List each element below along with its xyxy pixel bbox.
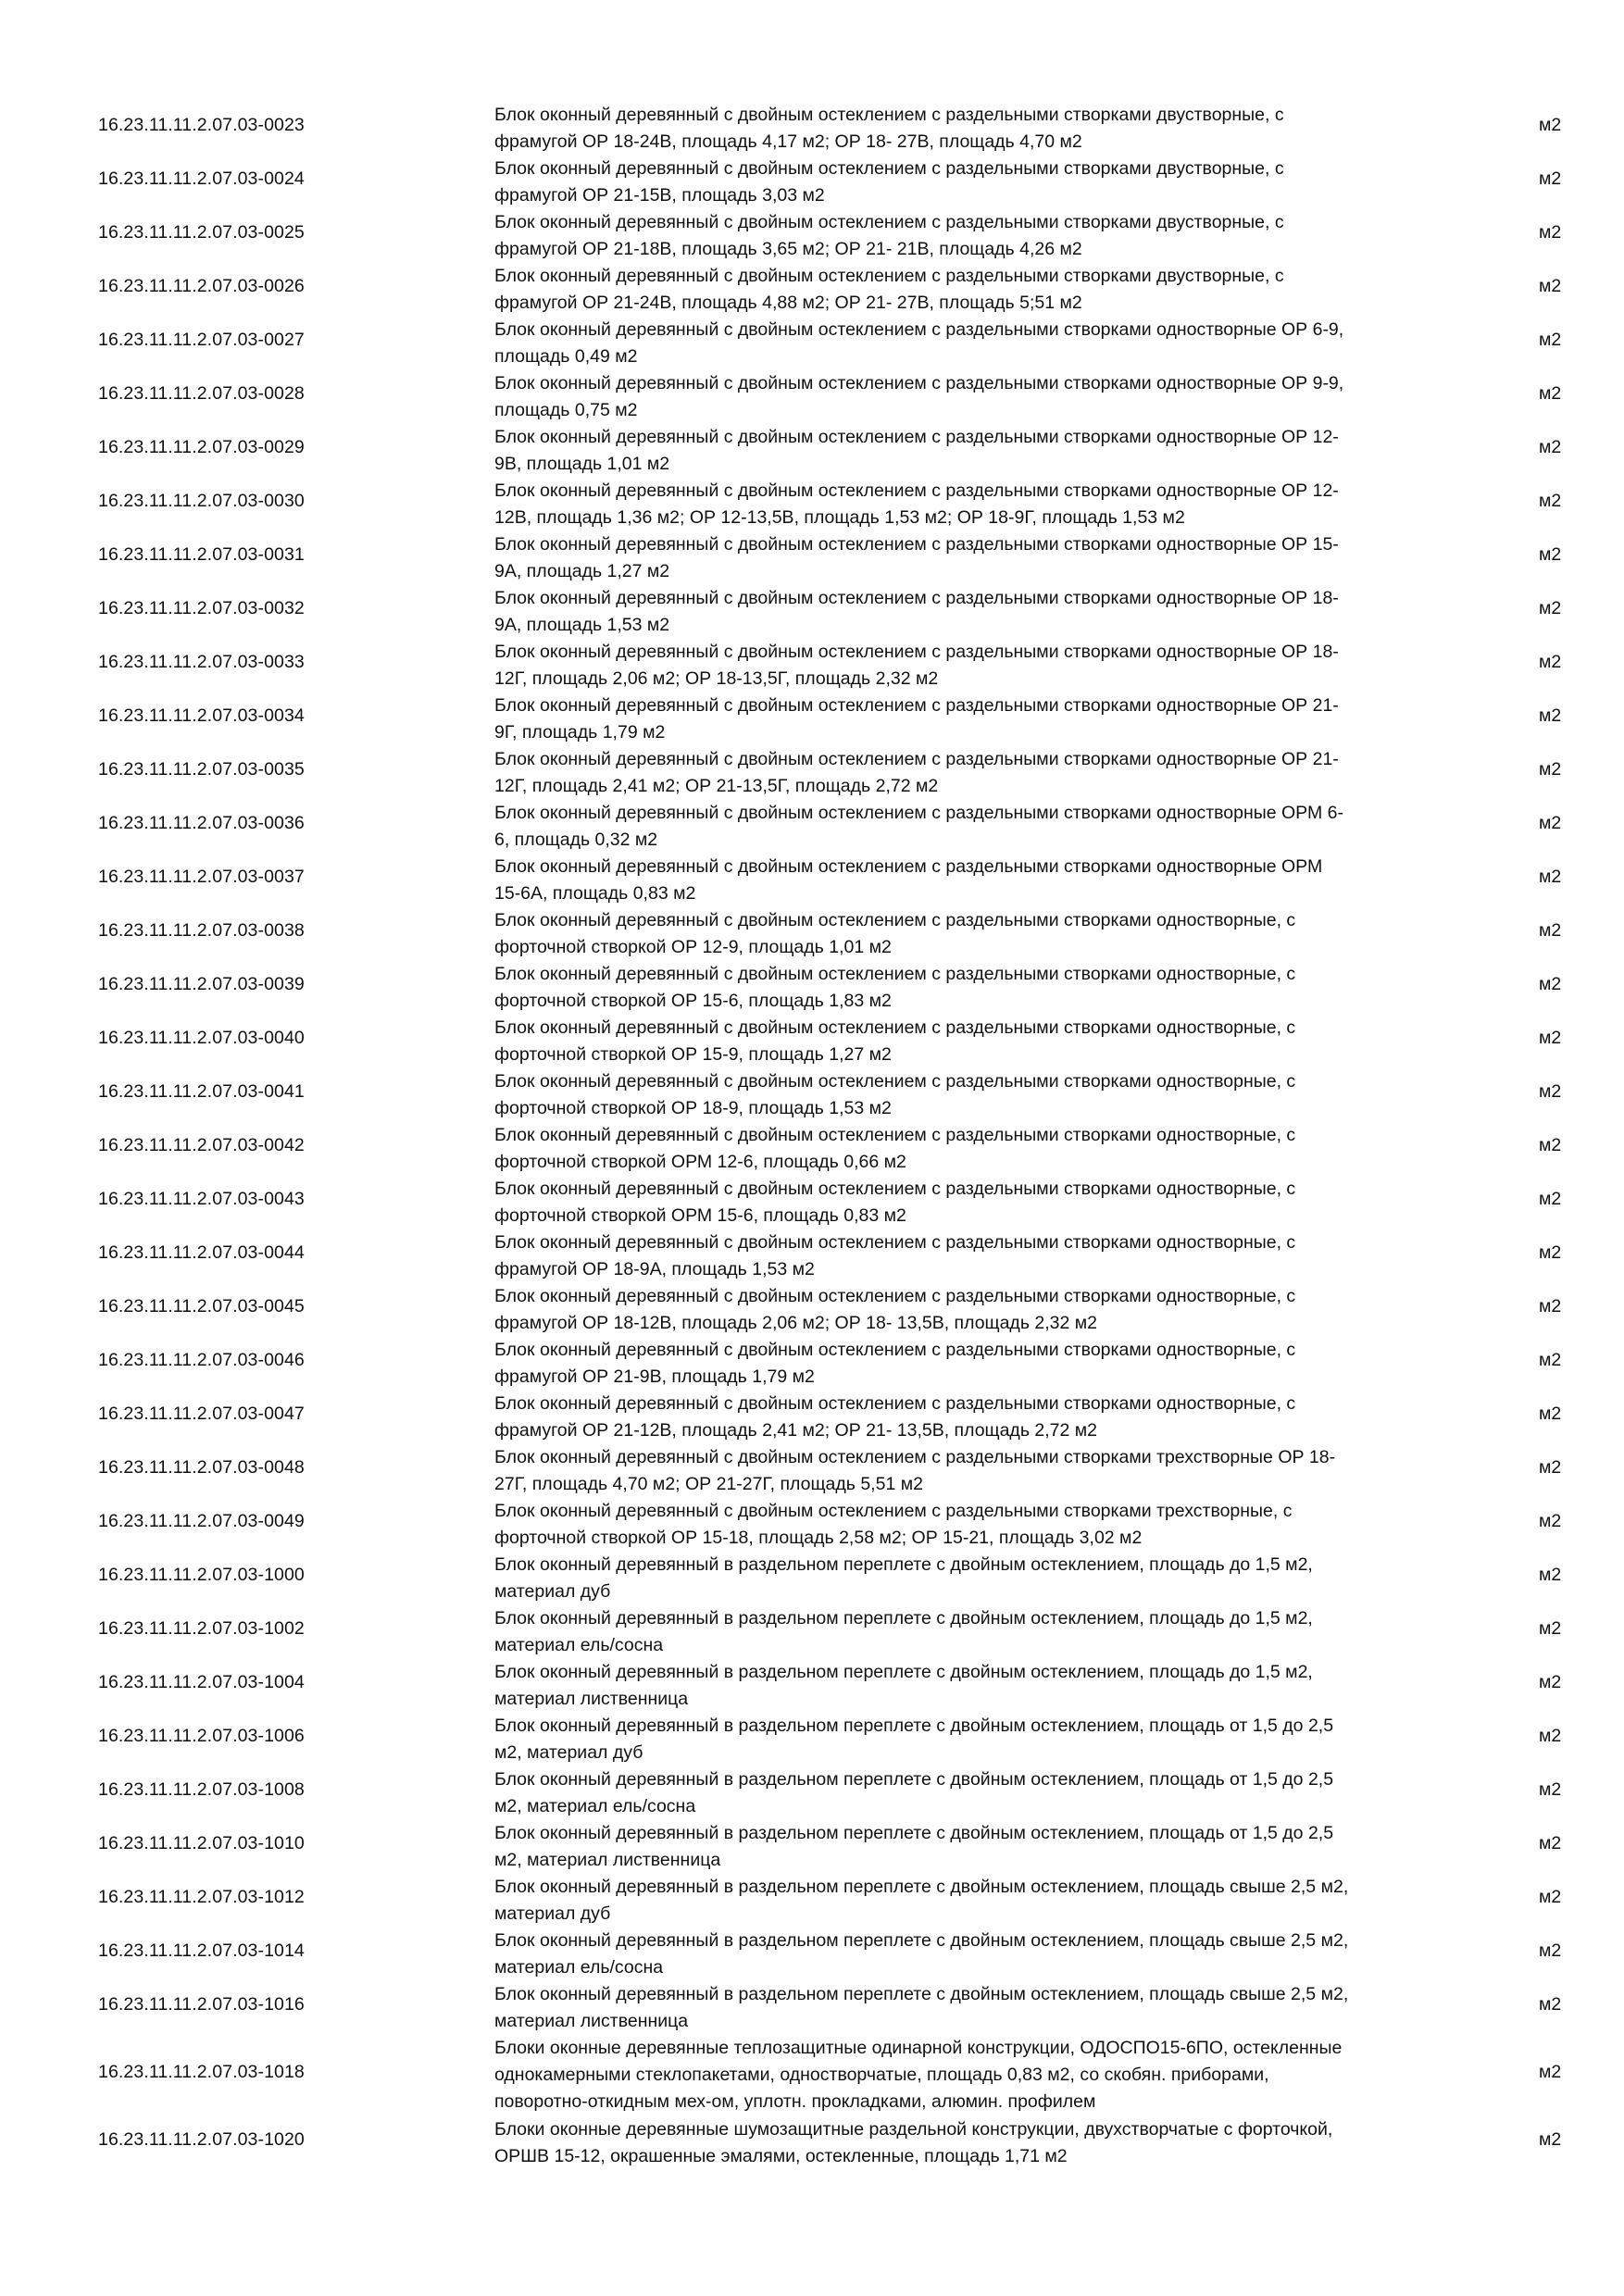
row-unit: м2	[1539, 543, 1562, 565]
row-description	[494, 1015, 1471, 1068]
description-line: Блок оконный деревянный с двойным остеклением с раздельными створками одностворные ОР 15-	[494, 534, 1339, 555]
row-description	[494, 1337, 1471, 1391]
row-unit: м2	[1539, 382, 1562, 404]
row-unit: м2	[1539, 1832, 1562, 1853]
description-line: Блок оконный деревянный с двойным остеклением с раздельными створками одностворные, с	[494, 1017, 1296, 1038]
row-code: 16.23.11.11.2.07.03-0024	[98, 168, 305, 189]
row-unit: м2	[1539, 436, 1562, 457]
description-line: Блок оконный деревянный в раздельном переплете с двойным остеклением, площадь свыше 2,5 м2,	[494, 1984, 1349, 2004]
description-line: поворотно-откидным мех-ом, уплотн. прокладками, алюмин. профилем	[494, 2091, 1096, 2112]
row-unit: м2	[1539, 1080, 1562, 1102]
description-line: Блоки оконные деревянные шумозащитные раздельной конструкции, двухстворчатые с форточкой,	[494, 2119, 1333, 2140]
table-row	[0, 313, 1624, 367]
description-line: однокамерными стеклопакетами, одностворчатые, площадь 0,83 м2, со скобян. приборами,	[494, 2065, 1269, 2085]
description-line: форточной створкой ОР 18-9, площадь 1,53 м2	[494, 1098, 892, 1118]
row-unit: м2	[1539, 1403, 1562, 1424]
row-unit: м2	[1539, 1940, 1562, 1961]
row-unit: м2	[1539, 1564, 1562, 1585]
row-code: 16.23.11.11.2.07.03-0031	[98, 543, 305, 565]
row-code: 16.23.11.11.2.07.03-1016	[98, 1993, 305, 2015]
table-row	[0, 2113, 1624, 2166]
description-line: 12Г, площадь 2,06 м2; ОР 18-13,5Г, площадь 2,32 м2	[494, 668, 939, 689]
row-description	[494, 693, 1471, 746]
table-row	[0, 1279, 1624, 1333]
table-row	[0, 1870, 1624, 1924]
description-line: фрамугой ОР 21-9В, площадь 1,79 м2	[494, 1366, 815, 1387]
row-description	[494, 1659, 1471, 1713]
description-line: фрамугой ОР 18-12В, площадь 2,06 м2; ОР 18- 13,5В, площадь 2,32 м2	[494, 1313, 1098, 1333]
row-description	[494, 746, 1471, 800]
row-unit: м2	[1539, 1886, 1562, 1907]
description-line: 9А, площадь 1,53 м2	[494, 615, 670, 635]
row-code: 16.23.11.11.2.07.03-1014	[98, 1940, 305, 1961]
table-row	[0, 1441, 1624, 1494]
description-line: Блок оконный деревянный в раздельном переплете с двойным остеклением, площадь до 1,5 м2,	[494, 1608, 1313, 1628]
row-code: 16.23.11.11.2.07.03-0034	[98, 705, 305, 726]
row-description	[494, 1283, 1471, 1337]
row-unit: м2	[1539, 1134, 1562, 1155]
description-line: форточной створкой ОР 15-9, площадь 1,27 м2	[494, 1044, 892, 1065]
description-line: Блок оконный деревянный с двойным остеклением с раздельными створками одностворные, с	[494, 964, 1296, 984]
row-code: 16.23.11.11.2.07.03-0029	[98, 436, 305, 457]
row-description	[494, 907, 1471, 961]
table-row	[0, 1924, 1624, 1978]
row-unit: м2	[1539, 2061, 1562, 2082]
table-row	[0, 1655, 1624, 1709]
row-code: 16.23.11.11.2.07.03-0023	[98, 114, 305, 135]
description-line: 12Г, площадь 2,41 м2; ОР 21-13,5Г, площадь 2,72 м2	[494, 776, 939, 796]
row-code: 16.23.11.11.2.07.03-0030	[98, 490, 305, 511]
row-code: 16.23.11.11.2.07.03-1018	[98, 2061, 305, 2082]
row-unit: м2	[1539, 114, 1562, 135]
description-line: 12В, площадь 1,36 м2; ОР 12-13,5В, площадь 1,53 м2; ОР 18-9Г, площадь 1,53 м2	[494, 507, 1185, 528]
row-code: 16.23.11.11.2.07.03-1006	[98, 1725, 305, 1746]
description-line: форточной створкой ОР 12-9, площадь 1,01 м2	[494, 937, 892, 957]
description-line: Блоки оконные деревянные теплозащитные одинарной конструкции, ОДОСПО15-6ПО, остекленные	[494, 2038, 1343, 2058]
description-line: Блок оконный деревянный в раздельном переплете с двойным остеклением, площадь свыше 2,5 м2,	[494, 1877, 1349, 1897]
table-row	[0, 152, 1624, 206]
row-description	[494, 1928, 1471, 1981]
row-description	[494, 1391, 1471, 1444]
description-line: Блок оконный деревянный с двойным остеклением с раздельными створками трехстворные ОР 18-	[494, 1447, 1336, 1467]
row-code: 16.23.11.11.2.07.03-0049	[98, 1510, 305, 1531]
description-line: материал ель/сосна	[494, 1635, 664, 1655]
row-code: 16.23.11.11.2.07.03-1010	[98, 1832, 305, 1853]
row-unit: м2	[1539, 1456, 1562, 1478]
row-description	[494, 1874, 1471, 1928]
description-line: 9Г, площадь 1,79 м2	[494, 722, 666, 742]
row-unit: м2	[1539, 1725, 1562, 1746]
description-line: Блок оконный деревянный с двойным остеклением с раздельными створками двустворные, с	[494, 105, 1284, 125]
table-row	[0, 1816, 1624, 1870]
table-row	[0, 635, 1624, 689]
description-line: Блок оконный деревянный с двойным остеклением с раздельными створками одностворные ОР 18-	[494, 642, 1339, 662]
row-unit: м2	[1539, 758, 1562, 780]
description-line: Блок оконный деревянный в раздельном переплете с двойным остеклением, площадь от 1,5 до 2,5	[494, 1769, 1334, 1790]
description-line: Блок оконный деревянный в раздельном переплете с двойным остеклением, площадь до 1,5 м2,	[494, 1554, 1313, 1575]
row-description	[494, 102, 1471, 156]
row-code: 16.23.11.11.2.07.03-0038	[98, 919, 305, 941]
row-description	[494, 1498, 1471, 1552]
row-description	[494, 1176, 1471, 1229]
row-code: 16.23.11.11.2.07.03-0046	[98, 1349, 305, 1370]
description-line: Блок оконный деревянный с двойным остеклением с раздельными створками одностворные ОР 21-	[494, 749, 1339, 769]
table-row	[0, 957, 1624, 1011]
row-unit: м2	[1539, 329, 1562, 350]
table-row	[0, 474, 1624, 528]
row-unit: м2	[1539, 919, 1562, 941]
description-line: материал дуб	[494, 1581, 611, 1602]
row-code: 16.23.11.11.2.07.03-0048	[98, 1456, 305, 1478]
row-description	[494, 1820, 1471, 1874]
description-line: материал ель/сосна	[494, 1957, 664, 1978]
row-code: 16.23.11.11.2.07.03-1002	[98, 1617, 305, 1639]
row-unit: м2	[1539, 221, 1562, 243]
description-line: Блок оконный деревянный с двойным остеклением с раздельными створками одностворные ОР 9-9,	[494, 373, 1344, 393]
row-description	[494, 1766, 1471, 1820]
table-row	[0, 742, 1624, 796]
row-description	[494, 370, 1471, 424]
table-row	[0, 581, 1624, 635]
description-line: материал лиственница	[494, 2011, 689, 2031]
row-description	[494, 1713, 1471, 1766]
row-description	[494, 1229, 1471, 1283]
row-code: 16.23.11.11.2.07.03-0032	[98, 597, 305, 618]
description-line: Блок оконный деревянный с двойным остеклением с раздельными створками двустворные, с	[494, 158, 1284, 179]
description-line: м2, материал лиственница	[494, 1850, 721, 1870]
description-line: материал дуб	[494, 1903, 611, 1924]
description-line: Блок оконный деревянный с двойным остеклением с раздельными створками одностворные ОРМ	[494, 856, 1323, 877]
description-line: Блок оконный деревянный в раздельном переплете с двойным остеклением, площадь до 1,5 м2,	[494, 1662, 1313, 1682]
row-code: 16.23.11.11.2.07.03-0027	[98, 329, 305, 350]
description-line: форточной створкой ОРМ 15-6, площадь 0,83 м2	[494, 1205, 906, 1226]
row-code: 16.23.11.11.2.07.03-0025	[98, 221, 305, 243]
row-unit: м2	[1539, 1671, 1562, 1692]
table-row	[0, 1172, 1624, 1226]
description-line: 6, площадь 0,32 м2	[494, 830, 658, 850]
description-line: Блок оконный деревянный с двойным остеклением с раздельными створками одностворные, с	[494, 910, 1296, 930]
row-unit: м2	[1539, 1617, 1562, 1639]
description-line: Блок оконный деревянный с двойным остеклением с раздельными створками одностворные ОР 12-	[494, 480, 1339, 501]
table-row	[0, 1602, 1624, 1655]
row-code: 16.23.11.11.2.07.03-1008	[98, 1778, 305, 1800]
row-description	[494, 639, 1471, 693]
table-row	[0, 1333, 1624, 1387]
table-row	[0, 1226, 1624, 1279]
row-description	[494, 424, 1471, 478]
row-code: 16.23.11.11.2.07.03-0041	[98, 1080, 305, 1102]
row-description	[494, 1122, 1471, 1176]
description-line: Блок оконный деревянный с двойным остеклением с раздельными створками одностворные ОРМ 6-	[494, 803, 1343, 823]
table-row	[0, 904, 1624, 957]
row-code: 16.23.11.11.2.07.03-0028	[98, 382, 305, 404]
table-row	[0, 1387, 1624, 1441]
row-code: 16.23.11.11.2.07.03-0037	[98, 866, 305, 887]
description-line: Блок оконный деревянный с двойным остеклением с раздельными створками одностворные ОР 6-9,	[494, 319, 1344, 340]
description-line: Блок оконный деревянный в раздельном переплете с двойным остеклением, площадь свыше 2,5 м2,	[494, 1930, 1349, 1951]
table-row	[0, 1065, 1624, 1118]
price-table	[0, 98, 1624, 2166]
row-description	[494, 531, 1471, 585]
description-line: Блок оконный деревянный с двойным остеклением с раздельными створками одностворные, с	[494, 1179, 1296, 1199]
table-row	[0, 796, 1624, 850]
row-description	[494, 2116, 1471, 2170]
description-line: фрамугой ОР 18-9А, площадь 1,53 м2	[494, 1259, 815, 1279]
table-row	[0, 1118, 1624, 1172]
row-unit: м2	[1539, 1510, 1562, 1531]
row-unit: м2	[1539, 597, 1562, 618]
description-line: Блок оконный деревянный с двойным остеклением с раздельными створками одностворные ОР 12-	[494, 427, 1339, 447]
row-description	[494, 1981, 1471, 2035]
row-description	[494, 585, 1471, 639]
row-code: 16.23.11.11.2.07.03-1004	[98, 1671, 305, 1692]
description-line: фрамугой ОР 21-18В, площадь 3,65 м2; ОР 21- 21В, площадь 4,26 м2	[494, 239, 1082, 259]
table-row	[0, 1548, 1624, 1602]
row-unit: м2	[1539, 866, 1562, 887]
row-unit: м2	[1539, 275, 1562, 296]
table-row	[0, 1494, 1624, 1548]
row-code: 16.23.11.11.2.07.03-1012	[98, 1886, 305, 1907]
description-line: материал лиственница	[494, 1689, 689, 1709]
row-unit: м2	[1539, 973, 1562, 994]
row-unit: м2	[1539, 1242, 1562, 1263]
table-row	[0, 689, 1624, 742]
table-row	[0, 2031, 1624, 2113]
row-code: 16.23.11.11.2.07.03-0045	[98, 1295, 305, 1316]
description-line: форточной створкой ОР 15-6, площадь 1,83 м2	[494, 991, 892, 1011]
description-line: Блок оконный деревянный с двойным остеклением с раздельными створками двустворные, с	[494, 212, 1284, 232]
table-row	[0, 367, 1624, 420]
description-line: Блок оконный деревянный с двойным остеклением с раздельными створками одностворные, с	[494, 1232, 1296, 1253]
description-line: 9В, площадь 1,01 м2	[494, 454, 670, 474]
row-code: 16.23.11.11.2.07.03-0033	[98, 651, 305, 672]
description-line: Блок оконный деревянный с двойным остеклением с раздельными створками одностворные ОР 21-	[494, 695, 1339, 716]
row-unit: м2	[1539, 168, 1562, 189]
row-unit: м2	[1539, 490, 1562, 511]
row-unit: м2	[1539, 2128, 1562, 2150]
table-row	[0, 1709, 1624, 1763]
description-line: м2, материал ель/сосна	[494, 1796, 696, 1816]
row-description	[494, 1444, 1471, 1498]
row-unit: м2	[1539, 1778, 1562, 1800]
row-code: 16.23.11.11.2.07.03-0039	[98, 973, 305, 994]
description-line: Блок оконный деревянный с двойным остеклением с раздельными створками одностворные, с	[494, 1125, 1296, 1145]
description-line: 27Г, площадь 4,70 м2; ОР 21-27Г, площадь 5,51 м2	[494, 1474, 923, 1494]
row-unit: м2	[1539, 1188, 1562, 1209]
row-unit: м2	[1539, 1027, 1562, 1048]
row-description	[494, 209, 1471, 263]
table-row	[0, 206, 1624, 259]
description-line: фрамугой ОР 21-15В, площадь 3,03 м2	[494, 185, 825, 206]
description-line: форточной створкой ОРМ 12-6, площадь 0,66 м2	[494, 1152, 906, 1172]
row-code: 16.23.11.11.2.07.03-0040	[98, 1027, 305, 1048]
row-code: 16.23.11.11.2.07.03-0042	[98, 1134, 305, 1155]
description-line: ОРШВ 15-12, окрашенные эмалями, остекленные, площадь 1,71 м2	[494, 2146, 1068, 2166]
row-unit: м2	[1539, 812, 1562, 833]
description-line: Блок оконный деревянный с двойным остеклением с раздельными створками двустворные, с	[494, 266, 1284, 286]
row-description	[494, 961, 1471, 1015]
description-line: Блок оконный деревянный с двойным остеклением с раздельными створками одностворные ОР 18-	[494, 588, 1339, 608]
description-line: м2, материал дуб	[494, 1742, 643, 1763]
row-description	[494, 800, 1471, 854]
row-code: 16.23.11.11.2.07.03-0036	[98, 812, 305, 833]
row-unit: м2	[1539, 1295, 1562, 1316]
table-row	[0, 420, 1624, 474]
row-description	[494, 2035, 1471, 2115]
description-line: Блок оконный деревянный с двойным остеклением с раздельными створками одностворные, с	[494, 1393, 1296, 1414]
table-row	[0, 259, 1624, 313]
description-line: площадь 0,49 м2	[494, 346, 638, 367]
description-line: Блок оконный деревянный с двойным остеклением с раздельными створками одностворные, с	[494, 1340, 1296, 1360]
description-line: фрамугой ОР 18-24В, площадь 4,17 м2; ОР 18- 27В, площадь 4,70 м2	[494, 131, 1082, 152]
row-code: 16.23.11.11.2.07.03-1020	[98, 2128, 305, 2150]
row-code: 16.23.11.11.2.07.03-0047	[98, 1403, 305, 1424]
description-line: форточной створкой ОР 15-18, площадь 2,58 м2; ОР 15-21, площадь 3,02 м2	[494, 1528, 1143, 1548]
description-line: фрамугой ОР 21-12В, площадь 2,41 м2; ОР 21- 13,5В, площадь 2,72 м2	[494, 1420, 1098, 1441]
row-description	[494, 854, 1471, 907]
description-line: Блок оконный деревянный в раздельном переплете с двойным остеклением, площадь от 1,5 до 2,5	[494, 1716, 1334, 1736]
description-line: Блок оконный деревянный с двойным остеклением с раздельными створками одностворные, с	[494, 1071, 1296, 1092]
description-line: 9А, площадь 1,27 м2	[494, 561, 670, 581]
description-line: Блок оконный деревянный с двойным остеклением с раздельными створками одностворные, с	[494, 1286, 1296, 1306]
row-code: 16.23.11.11.2.07.03-0043	[98, 1188, 305, 1209]
row-description	[494, 156, 1471, 209]
row-description	[494, 1068, 1471, 1122]
table-row	[0, 850, 1624, 904]
description-line: 15-6А, площадь 0,83 м2	[494, 883, 696, 904]
table-row	[0, 1978, 1624, 2031]
row-code: 16.23.11.11.2.07.03-0026	[98, 275, 305, 296]
row-description	[494, 1552, 1471, 1605]
row-description	[494, 478, 1471, 531]
row-code: 16.23.11.11.2.07.03-1000	[98, 1564, 305, 1585]
table-row	[0, 98, 1624, 152]
table-row	[0, 528, 1624, 581]
row-description	[494, 263, 1471, 317]
description-line: фрамугой ОР 21-24В, площадь 4,88 м2; ОР 21- 27В, площадь 5;51 м2	[494, 293, 1082, 313]
table-row	[0, 1011, 1624, 1065]
description-line: площадь 0,75 м2	[494, 400, 638, 420]
row-unit: м2	[1539, 1349, 1562, 1370]
table-row	[0, 1763, 1624, 1816]
description-line: Блок оконный деревянный в раздельном переплете с двойным остеклением, площадь от 1,5 до 2,5	[494, 1823, 1334, 1843]
description-line: Блок оконный деревянный с двойным остеклением с раздельными створками трехстворные, с	[494, 1501, 1293, 1521]
row-unit: м2	[1539, 651, 1562, 672]
row-unit: м2	[1539, 705, 1562, 726]
row-description	[494, 1605, 1471, 1659]
row-description	[494, 317, 1471, 370]
row-code: 16.23.11.11.2.07.03-0035	[98, 758, 305, 780]
row-unit: м2	[1539, 1993, 1562, 2015]
row-code: 16.23.11.11.2.07.03-0044	[98, 1242, 305, 1263]
